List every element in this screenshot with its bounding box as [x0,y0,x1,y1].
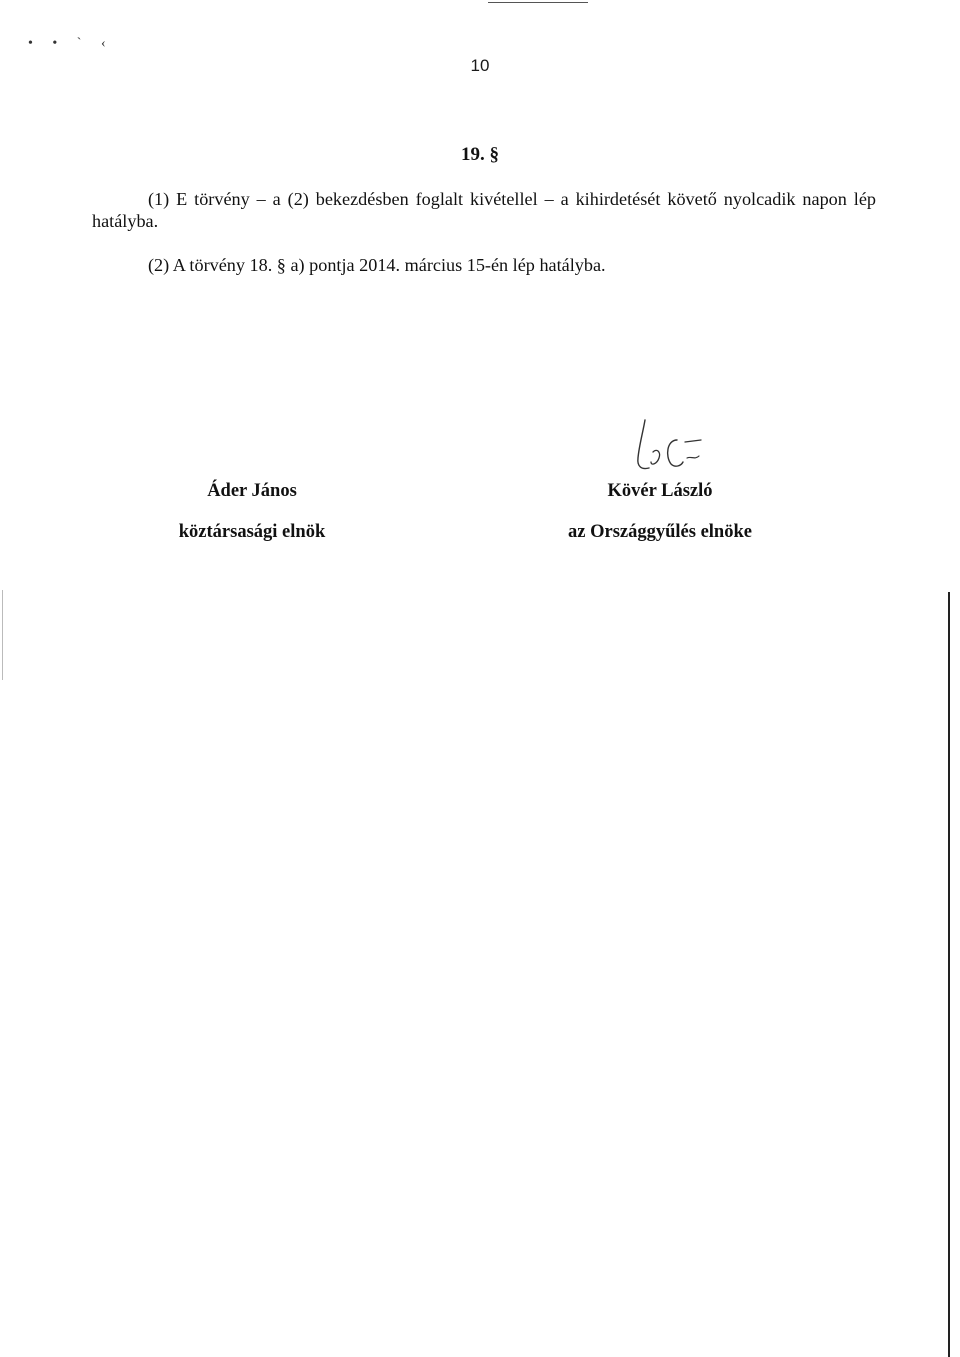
scan-edge-line [948,592,950,1357]
page-number: 10 [470,56,490,75]
scan-edge-tick [2,590,3,680]
signer-left-name: Áder János [207,481,297,501]
signer-right-name: Kövér László [607,481,713,501]
signer-left-role: köztársasági elnök [178,522,326,542]
signer-left [52,480,452,543]
signer-right-role: az Országgyűlés elnöke [568,522,752,542]
paragraph-2: (2) A törvény 18. § a) pontja 2014. március 15-én lép hatályba. [148,255,606,275]
handwritten-signature [625,412,715,482]
paragraph-1: (1) E törvény – a (2) bekezdésben foglalt kivétellel – a kihirdetését követő nyolcadik napon lép hatályba. [92,189,876,231]
signer-right [460,480,860,543]
scan-artifact-top [488,2,588,3]
section-heading: 19. § [461,144,499,165]
scan-artifact-dots: • • ` ‹ [28,36,114,51]
